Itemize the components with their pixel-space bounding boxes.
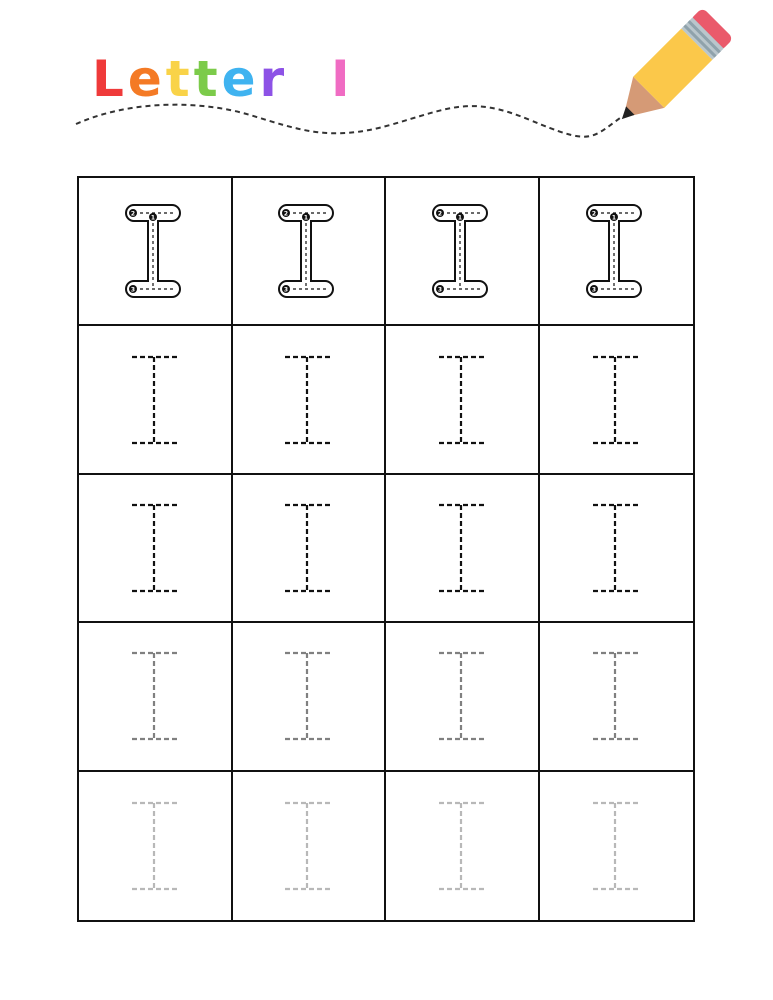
letter-i-trace-icon: [586, 646, 646, 746]
letter-i-stroke-guide-icon: [581, 201, 651, 301]
title-letter: r: [259, 50, 289, 108]
trace-cell: [79, 475, 233, 623]
title-letter: t: [165, 50, 194, 108]
svg-text:1: 1: [457, 214, 462, 222]
trace-cell: [79, 772, 233, 920]
svg-text:2: 2: [437, 210, 442, 218]
svg-text:2: 2: [284, 210, 289, 218]
trace-cell: [386, 475, 540, 623]
letter-i-trace-icon: [586, 350, 646, 450]
trace-cell: [233, 475, 387, 623]
letter-i-trace-icon: [586, 498, 646, 598]
letter-i-trace-icon: [432, 646, 492, 746]
letter-i-stroke-guide-icon: [120, 201, 190, 301]
trace-cell: [540, 623, 694, 771]
letter-i-stroke-guide-icon: [273, 201, 343, 301]
letter-i-trace-icon: [586, 796, 646, 896]
trace-cell: [386, 326, 540, 474]
title-letter: I: [331, 50, 354, 108]
trace-cell: [79, 623, 233, 771]
guide-cell: [79, 178, 233, 326]
svg-text:3: 3: [284, 286, 289, 294]
title-letter: L: [92, 50, 128, 108]
letter-i-trace-icon: [278, 498, 338, 598]
pencil-icon: [0, 0, 773, 160]
svg-text:1: 1: [304, 214, 309, 222]
letter-i-trace-icon: [432, 498, 492, 598]
trace-cell: [233, 623, 387, 771]
svg-text:1: 1: [150, 214, 155, 222]
letter-i-trace-icon: [278, 350, 338, 450]
trace-cell: [540, 772, 694, 920]
guide-cell: [540, 178, 694, 326]
guide-cell: [386, 178, 540, 326]
guide-cell: [233, 178, 387, 326]
trace-cell: [540, 475, 694, 623]
svg-text:3: 3: [437, 286, 442, 294]
letter-i-trace-icon: [125, 350, 185, 450]
trace-cell: [540, 326, 694, 474]
letter-i-trace-icon: [125, 498, 185, 598]
letter-i-trace-icon: [432, 350, 492, 450]
svg-text:3: 3: [592, 286, 597, 294]
svg-text:2: 2: [592, 210, 597, 218]
title-letter: e: [221, 50, 260, 108]
title-letter: e: [127, 50, 166, 108]
trace-cell: [79, 326, 233, 474]
trace-cell: [233, 772, 387, 920]
letter-i-trace-icon: [125, 796, 185, 896]
letter-i-trace-icon: [125, 646, 185, 746]
letter-i-trace-icon: [278, 796, 338, 896]
trace-cell: [386, 772, 540, 920]
svg-text:2: 2: [130, 210, 135, 218]
letter-i-stroke-guide-icon: [427, 201, 497, 301]
letter-i-trace-icon: [432, 796, 492, 896]
trace-cell: [386, 623, 540, 771]
title-letter: t: [193, 50, 222, 108]
svg-text:3: 3: [130, 286, 135, 294]
letter-i-trace-icon: [278, 646, 338, 746]
svg-text:1: 1: [612, 214, 617, 222]
tracing-grid: [77, 176, 695, 922]
trace-cell: [233, 326, 387, 474]
